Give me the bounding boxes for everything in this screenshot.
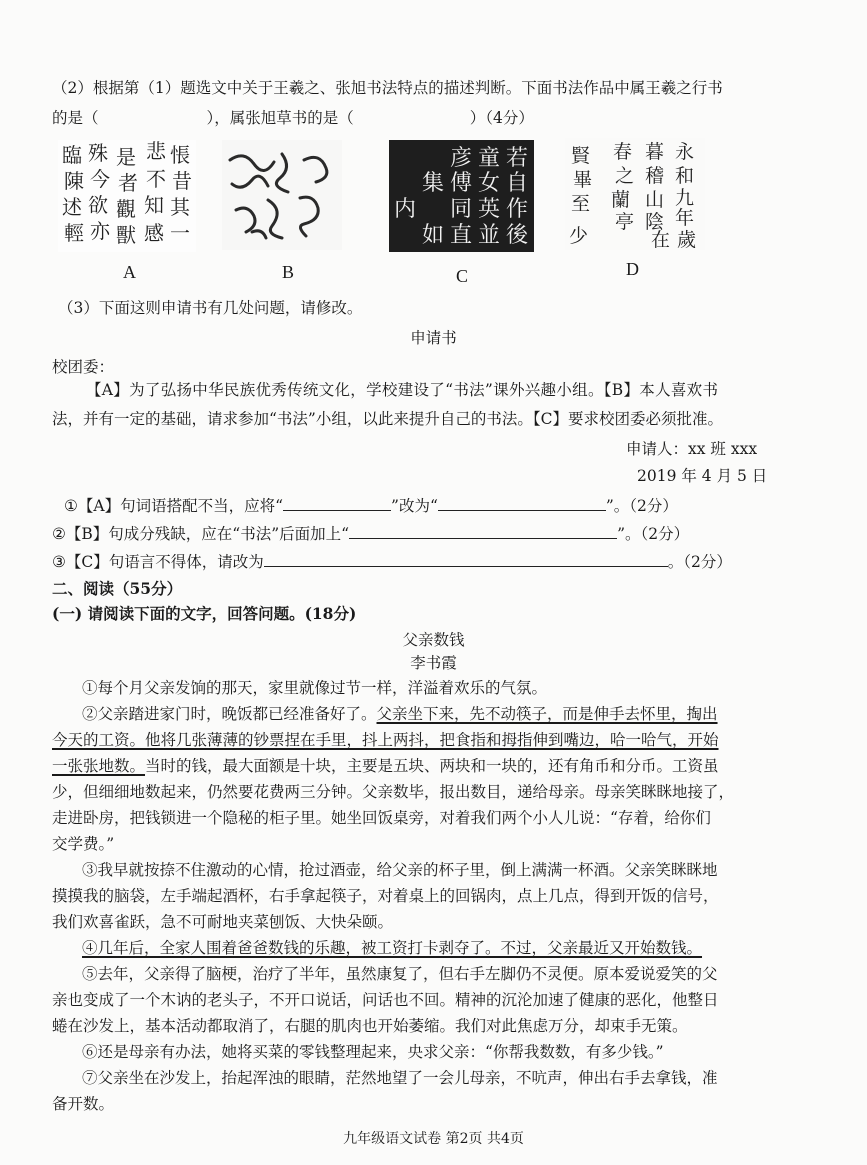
paragraph-3-line2: 摸摸我的脑袋，左手端起酒杯，右手拿起筷子，对着桌上的回锅肉，点上几点，得到开饭的信号，: [52, 887, 719, 905]
svg-text:其: 其: [170, 195, 190, 219]
paragraph-7-line1: ⑦父亲坐在沙发上，抬起浑浊的眼睛，茫然地望了一会儿母亲，不吭声，伸出右手去拿钱，准: [82, 1069, 718, 1087]
svg-text:悵: 悵: [170, 143, 190, 167]
svg-text:知: 知: [144, 193, 164, 217]
paragraph-2-line5: 走进卧房，把钱锁进一个隐秘的柜子里。她坐回饭桌旁，对着我们两个小人儿说：“存着，给你们: [52, 809, 711, 827]
q3-intro: （3）下面这则申请书有几处问题，请修改。: [58, 299, 363, 317]
calligraphy-c-char-8: 英: [478, 197, 501, 222]
paragraph-3-line3: 我们欢喜雀跃，急不可耐地夹菜刨饭、大快朵颐。: [52, 913, 394, 931]
application-title: 申请书: [410, 329, 457, 347]
section-subheading: (一) 请阅读下面的文字，回答问题。(18分): [52, 604, 357, 623]
q3-item3-prompt: ③【C】句语言不得体，请改为: [52, 553, 264, 571]
svg-text:山: 山: [645, 189, 665, 211]
svg-text:殊: 殊: [88, 141, 108, 165]
calligraphy-c-char-3: 彦: [450, 146, 473, 171]
answer-blank-1a[interactable]: [283, 494, 391, 511]
svg-text:至: 至: [571, 193, 591, 215]
paragraph-2-line1-plain: ②父亲踏进家门时，晚饭都已经准备好了。: [82, 705, 377, 723]
svg-text:觀: 觀: [116, 197, 136, 221]
answer-blank-3[interactable]: [264, 550, 668, 567]
calligraphy-c-char-7: 作: [506, 197, 529, 222]
application-body-line2: 法，并有一定的基础，请求参加“书法”小组，以此来提升自己的书法。【C】要求校团委必须批准。: [52, 410, 723, 428]
paragraph-2-line3-underlined: 一张张地数。: [52, 757, 146, 775]
svg-text:昔: 昔: [172, 169, 192, 193]
q2-line2-end: ）（4分）: [469, 109, 534, 127]
q3-item1-end: ”。（2分）: [605, 497, 678, 515]
svg-text:暮: 暮: [645, 141, 665, 163]
paragraph-4: ④几年后，全家人围着爸爸数钱的乐趣，被工资打卡剥夺了。不过，父亲最近又开始数钱。: [82, 939, 703, 957]
q3-item2-end: ”。（2分）: [617, 525, 690, 543]
svg-text:陳: 陳: [64, 169, 84, 193]
q2-line2-mid: ），属张旭草书的是（: [206, 109, 354, 127]
application-signature: 申请人：xx 班 xxx: [626, 440, 758, 458]
svg-text:獸: 獸: [116, 223, 136, 247]
paragraph-2-line1: [82, 702, 718, 724]
paragraph-3-line1: ③我早就按捺不住激动的心情，抢过酒壶，给父亲的杯子里，倒上满满一杯酒。父亲笑眯眯地: [82, 861, 718, 879]
calligraphy-image-a: [58, 140, 196, 252]
application-salutation: 校团委：: [52, 358, 115, 376]
svg-text:欲: 欲: [88, 193, 108, 217]
svg-text:亦: 亦: [90, 219, 110, 243]
svg-text:不: 不: [146, 167, 166, 191]
q2-line2-start: 的是（: [52, 109, 99, 127]
svg-text:賢: 賢: [571, 145, 591, 167]
section-heading: 二、阅读（55分）: [52, 579, 183, 598]
calligraphy-d-char-5: 歲: [677, 229, 697, 250]
q2-line2: [52, 106, 534, 128]
calligraphy-c-char-1: 若: [506, 146, 529, 171]
calligraphy-image-b: [222, 140, 342, 250]
svg-text:輕: 輕: [64, 221, 84, 245]
svg-text:蘭: 蘭: [611, 189, 631, 211]
paragraph-7-line2: 备开数。: [52, 1095, 115, 1113]
paragraph-5-line2: 亲也变成了一个木讷的老头子，不开口说话，问话也不回。精神的沉沦加速了健康的恶化，他整日: [52, 991, 719, 1009]
q3-item2-prompt: ②【B】句成分残缺，应在“书法”后面加上“: [52, 525, 350, 543]
calligraphy-d-char-3: 九: [675, 187, 695, 209]
answer-blank-1b[interactable]: [438, 494, 606, 511]
calligraphy-label-b: B: [282, 262, 295, 282]
calligraphy-image-d: [565, 138, 705, 250]
paragraph-2-line3: [52, 754, 719, 776]
page-footer: 九年级语文试卷 第2页 共4页: [343, 1131, 524, 1147]
paragraph-2-line4: 少，但细细地数起来，仍然要花费两三分钟。父亲数毕，报出数目，递给母亲。母亲笑眯眯地接了，: [52, 783, 735, 801]
q2-line1: （2）根据第（1）题选文中关于王羲之、张旭书法特点的描述判断。下面书法作品中属王羲之行书: [52, 79, 723, 97]
q3-item1-prompt: ①【A】句词语搭配不当，应将“: [64, 497, 284, 515]
calligraphy-c-char-9: 同: [450, 197, 473, 222]
q3-item3-end: 。（2分）: [667, 553, 732, 571]
svg-text:少: 少: [569, 225, 589, 247]
paragraph-2-line3-plain: 当时的钱，最大面额是十块，主要是五块、两块和一块的，还有角币和分币。工资虽: [145, 757, 719, 775]
calligraphy-c-char-13: 如: [422, 223, 445, 248]
calligraphy-label-a: A: [123, 262, 136, 282]
paragraph-1: ①每个月父亲发饷的那天，家里就像过节一样，洋溢着欢乐的气氛。: [82, 679, 548, 697]
calligraphy-c-char-11: 並: [478, 223, 501, 248]
svg-text:之: 之: [615, 165, 635, 187]
application-date: 2019 年 4 月 5 日: [637, 467, 768, 485]
calligraphy-c-char-5: 女: [478, 171, 501, 196]
svg-text:是: 是: [116, 145, 136, 169]
svg-text:一: 一: [170, 221, 190, 245]
calligraphy-c-char-2: 童: [478, 146, 501, 171]
calligraphy-label-c: C: [456, 266, 469, 286]
calligraphy-d-char-4: 年: [675, 207, 695, 229]
calligraphy-image-c: [389, 140, 534, 252]
paragraph-2-line2: 今天的工资。他将几张薄薄的钞票捏在手里，抖上两抖，把食指和拇指伸到嘴边，哈一哈气，开始: [52, 731, 719, 749]
answer-blank-2[interactable]: [349, 522, 617, 539]
calligraphy-d-char-2: 和: [675, 165, 695, 187]
calligraphy-c-char-12: 直: [450, 223, 473, 248]
q3-item1-mid: ”改为“: [391, 497, 438, 515]
q3-item3: [52, 550, 732, 572]
article-author: 李书霞: [410, 654, 457, 672]
svg-text:感: 感: [144, 221, 164, 245]
article-title: 父亲数钱: [402, 631, 465, 649]
svg-text:述: 述: [62, 195, 82, 219]
q3-item2: [52, 522, 689, 544]
calligraphy-c-char-15: 内: [394, 197, 417, 222]
application-body-line1: 【A】为了弘扬中华民族优秀传统文化，学校建设了“书法”课外兴趣小组。【B】本人喜欢书: [86, 381, 719, 399]
svg-text:陰: 陰: [645, 211, 665, 233]
paragraph-6: ⑥还是母亲有办法，她将买菜的零钱整理起来，央求父亲：“你帮我数数，有多少钱。”: [82, 1043, 664, 1061]
calligraphy-c-char-10: 後: [506, 223, 529, 248]
svg-text:畢: 畢: [573, 169, 593, 191]
paragraph-5-line1: ⑤去年，父亲得了脑梗，治疗了半年，虽然康复了，但右手左脚仍不灵便。原本爱说爱笑的父: [82, 965, 718, 983]
svg-text:稽: 稽: [645, 165, 665, 187]
calligraphy-label-d: D: [626, 259, 639, 279]
svg-text:者: 者: [118, 171, 138, 195]
q3-item1: [64, 494, 678, 516]
svg-text:今: 今: [90, 167, 110, 191]
paragraph-2-line1-underlined: 父亲坐下来，先不动筷子，而是伸手去怀里，掏出: [376, 705, 718, 723]
svg-text:春: 春: [613, 141, 633, 163]
paragraph-2-line6: 交学费。”: [52, 835, 115, 853]
calligraphy-c-char-4: 自: [506, 171, 529, 196]
calligraphy-c-char-6: 傅: [450, 171, 473, 196]
calligraphy-c-char-14: 集: [422, 171, 445, 196]
svg-text:亭: 亭: [615, 211, 635, 233]
svg-text:悲: 悲: [146, 140, 166, 163]
svg-text:臨: 臨: [62, 143, 82, 167]
paragraph-5-line3: 蜷在沙发上，基本活动都取消了，右腿的肌肉也开始萎缩。我们对此焦虑万分，却束手无策。: [52, 1017, 688, 1035]
calligraphy-d-char-1: 永: [675, 141, 695, 163]
calligraphy-d-char-6: 在: [651, 229, 671, 250]
